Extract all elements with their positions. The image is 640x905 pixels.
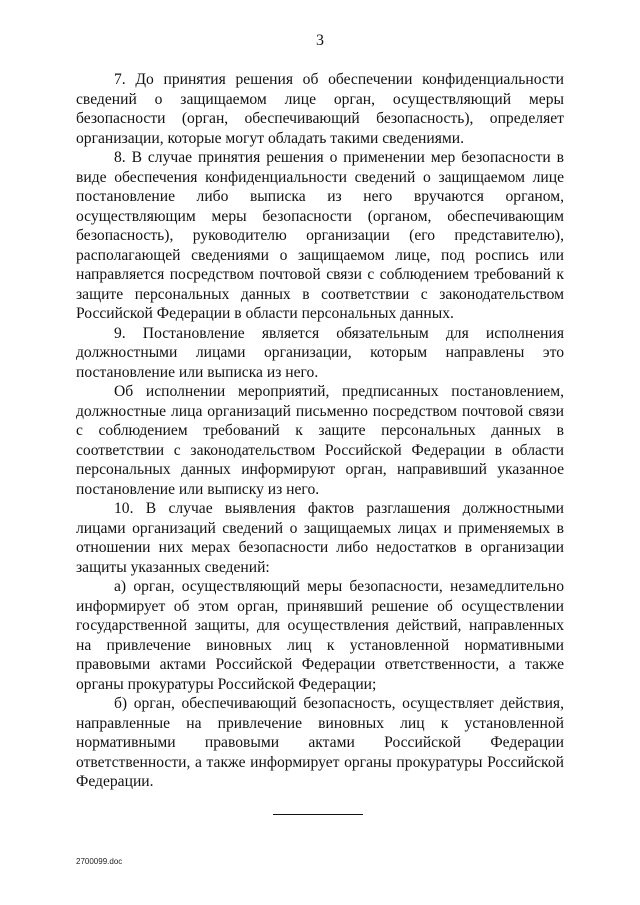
paragraph-10-a: а) орган, осуществляющий меры безопасности, незамедлительно информирует об этом орган, принявший решение об осуществлении государственной защиты, для осуществления действий, направленных на привлечение виновных лиц к установленной нормативными правовыми актами Российской Федерации ответственности, а также органы прокуратуры Российской Федерации;: [76, 578, 564, 693]
page-number: 3: [316, 32, 324, 49]
paragraph-10: 10. В случае выявления фактов разглашения должностными лицами организаций сведений о защищаемых лицах и применяемых в отношении них мерах безопасности либо недостатков в организации защиты указанных сведений:: [76, 500, 564, 576]
paragraph-7: 7. До принятия решения об обеспечении конфиденциальности сведений о защищаемом лице орган, осуществляющий меры безопасности (орган, обеспечивающий безопасность), определяет организации, которые могут обладать такими сведениями.: [76, 71, 564, 147]
document-body: [76, 70, 564, 792]
paragraph-8: 8. В случае принятия решения о применении мер безопасности в виде обеспечения конфиденциальности сведений о защищаемом лице постановление либо выписка из него вручаются органом, осуществляющим меры безопасности (органом, обеспечивающим безопасность), руководителю организации (его представителю), располагающей сведениями о защищаемом лице, под роспись или направляется посредством почтовой связи с соблюдением требований к защите персональных данных в соответствии с законодательством Российской Федерации в области персональных данных.: [76, 149, 564, 322]
paragraph-9: 9. Постановление является обязательным для исполнения должностными лицами организации, которым направлены это постановление или выписка из него.: [76, 324, 564, 381]
paragraph-9-execution: Об исполнении мероприятий, предписанных постановлением, должностные лица организаций письменно посредством почтовой связи с соблюдением требований к защите персональных данных в соответствии с законодательством Российской Федерации в области персональных данных информируют орган, направивший указанное постановление или выписку из него.: [76, 383, 564, 498]
end-divider: [273, 814, 363, 815]
paragraph-10-b: б) орган, обеспечивающий безопасность, осуществляет действия, направленные на привлечение виновных лиц к установленной нормативными правовыми актами Российской Федерации ответственности, а также информирует органы прокуратуры Российской Федерации.: [76, 695, 564, 790]
file-name-label: 2700099.doc: [76, 857, 123, 866]
